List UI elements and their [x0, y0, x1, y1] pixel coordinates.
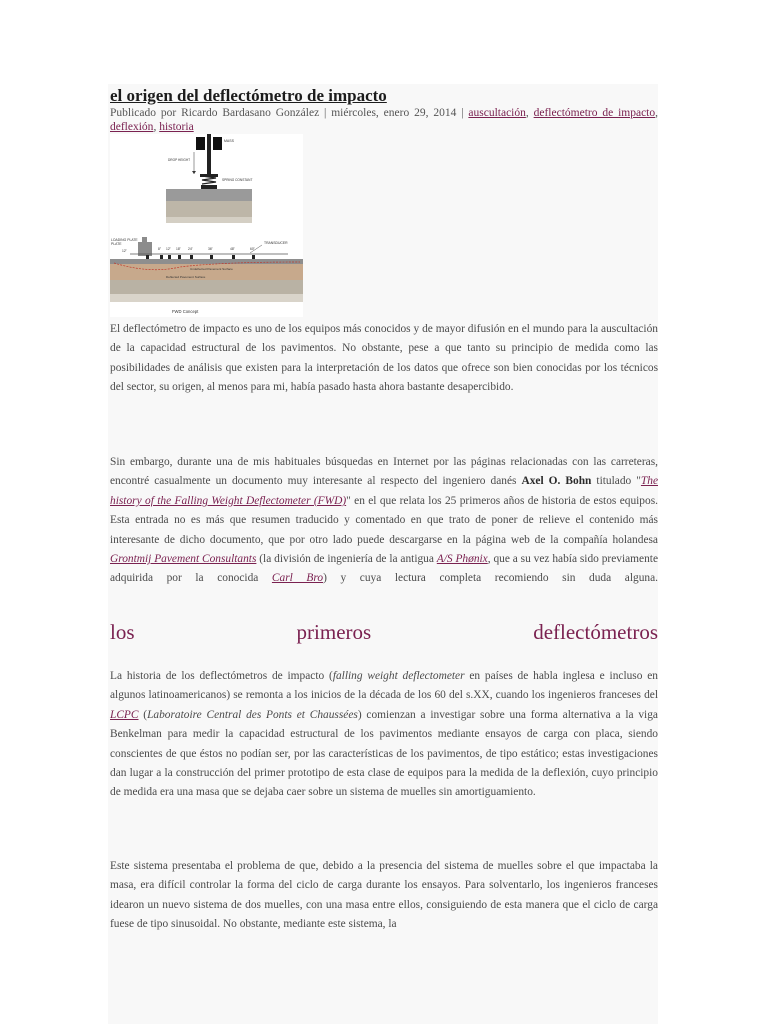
fwd-concept-figure — [110, 134, 303, 317]
post-meta: Publicado por Ricardo Bardasano González | miércoles, enero 29, 2014 | auscultación, deflectómetro de impacto, deflexión, historia — [110, 107, 659, 133]
p3-text-3: ( — [138, 708, 148, 721]
offset-0: 12" — [122, 249, 127, 253]
carl-bro-link[interactable]: Carl Bro — [271, 572, 324, 585]
lower-subgrade — [110, 280, 303, 294]
label-undeflected: Undeflected Pavement Surface — [190, 267, 233, 271]
fwd-history-link[interactable]: The history of the Falling Weight Deflectometer (FWD) — [110, 475, 659, 507]
offset-2: 12" — [166, 247, 171, 251]
paragraph-history — [110, 667, 658, 803]
label-drop-height: DROP HEIGHT — [168, 158, 191, 162]
figure-caption: FWD Concept — [172, 309, 199, 314]
tag-link-deflexion[interactable]: deflexión — [110, 121, 154, 133]
paragraph-intro-text: El deflectómetro de impacto es uno de los equipos más conocidos y de mayor difusión en el mundo para la auscultación de la capacidad estructural de los pavimentos. No obstante, pese a que tanto su principio de medida como las posibilidades de análisis que existen para la interpretación de los datos que ofrece son bien conocidas por los técnicos del sector, su origen, al menos para mi, había pasado hasta ahora bastante desapercibido. — [110, 323, 658, 394]
mass-block-left — [196, 137, 205, 150]
p2-text-4: (la división de ingeniería de la antigua — [256, 553, 437, 566]
offset-3: 18" — [176, 247, 181, 251]
p2-text-3: " en el que relata los 25 primeros años de historia de estos equipos. Esta entrada no es más que resumen traducido y comentado en que trato de poner de relieve el contenido más interesante de dicho documento, que por otro lado puede descargarse en la página web de la compañía holandesa — [110, 494, 658, 546]
tag-link-historia[interactable]: historia — [159, 121, 194, 133]
p2-text-5: , que a su vez había sido previamente adquirida por la conocida — [110, 553, 658, 585]
paragraph-intro — [110, 320, 658, 398]
label-loading-plate: LOADING PLATE — [111, 238, 138, 242]
offset-7: 60" — [250, 247, 255, 251]
p3-text-1: La historia de los deflectómetros de impacto ( — [110, 670, 333, 682]
paragraph-springs — [110, 857, 658, 935]
label-mass: MASS — [224, 139, 234, 143]
lcpc-link[interactable]: LCPC — [110, 708, 139, 721]
tag-link-deflectometro[interactable]: deflectómetro de impacto — [533, 107, 656, 119]
p2-text-1: Sin embargo, durante una de mis habituales búsquedas en Internet por las páginas relacionadas con las carreteras, encontré casualmente un documento muy interesante al respecto del ingeniero danés — [110, 456, 658, 488]
lower-pavement-surface — [110, 259, 303, 264]
upper-plate — [201, 185, 217, 189]
meta-prefix: Publicado por Ricardo Bardasano González | miércoles, enero 29, 2014 | — [110, 107, 464, 119]
offset-1: 8" — [158, 247, 162, 251]
p3-text-4: ) comienzan a investigar sobre una forma alternativa a la viga Benkelman para medir la capacidad estructural de los pavimentos mediante ensayos de carga con placa, siendo conscientes de que éstos no podían ser, por las características de los pavimentos, de tipo estático; estas investigaciones dan lugar a la construcción del primer prototipo de esta clase de equipos para la medida de la deflexión, cuyo principio de medida era una masa que se dejaba caer sobre un sistema de muelles sin amortiguamiento. — [110, 708, 658, 799]
paragraph-springs-text: Este sistema presentaba el problema de que, debido a la presencia del sistema de muelles sobre el que impactaba la masa, era difícil controlar la forma del ciclo de carga durante los ensayos. Para solventarlo, los ingenieros franceses idearon un nuevo sistema de dos muelles, con una masa entre ellos, consiguiendo de esta manera que el ciclo de carga fuese de tipo sinusoidal. No obstante, mediante este sistema, la — [110, 860, 658, 931]
upper-pavement — [166, 189, 252, 201]
phonix-link[interactable]: A/S Phønix — [436, 553, 488, 566]
guide-rod — [207, 134, 211, 174]
offset-4: 24" — [188, 247, 193, 251]
offset-5: 36" — [208, 247, 213, 251]
p2-text-2: titulado " — [591, 475, 641, 488]
svg-text:PLATE: PLATE — [111, 242, 122, 246]
tag-link-auscultacion[interactable]: auscultación — [468, 107, 526, 119]
fwd-english-term: falling weight deflectometer — [332, 670, 465, 682]
p2-text-6: ) y cuya lectura completa recomiendo sin duda alguna. — [323, 572, 658, 585]
label-spring: SPRING CONSTANT — [222, 178, 253, 182]
p3-text-2: en países de habla inglesa e incluso en algunos latinoamericanos) se remonta a los inicios de la década de los 60 del s.XX, cuando los ingenieros franceses del — [110, 670, 658, 702]
mass-block-right — [213, 137, 222, 150]
label-transducer: TRANSDUCER — [264, 241, 288, 245]
offset-6: 48" — [230, 247, 235, 251]
section-heading: los primeros deflectómetros — [110, 620, 658, 644]
paragraph-source — [110, 453, 658, 589]
article-title[interactable]: el origen del deflectómetro de impacto — [110, 86, 387, 105]
grontmij-link[interactable]: Grontmij Pavement Consultants — [110, 553, 257, 566]
author-name: Axel O. Bohn — [521, 475, 592, 488]
label-deflected: Deflected Pavement Surface — [166, 275, 206, 279]
lcpc-full-name: Laboratoire Central des Ponts et Chaussées — [147, 708, 358, 721]
